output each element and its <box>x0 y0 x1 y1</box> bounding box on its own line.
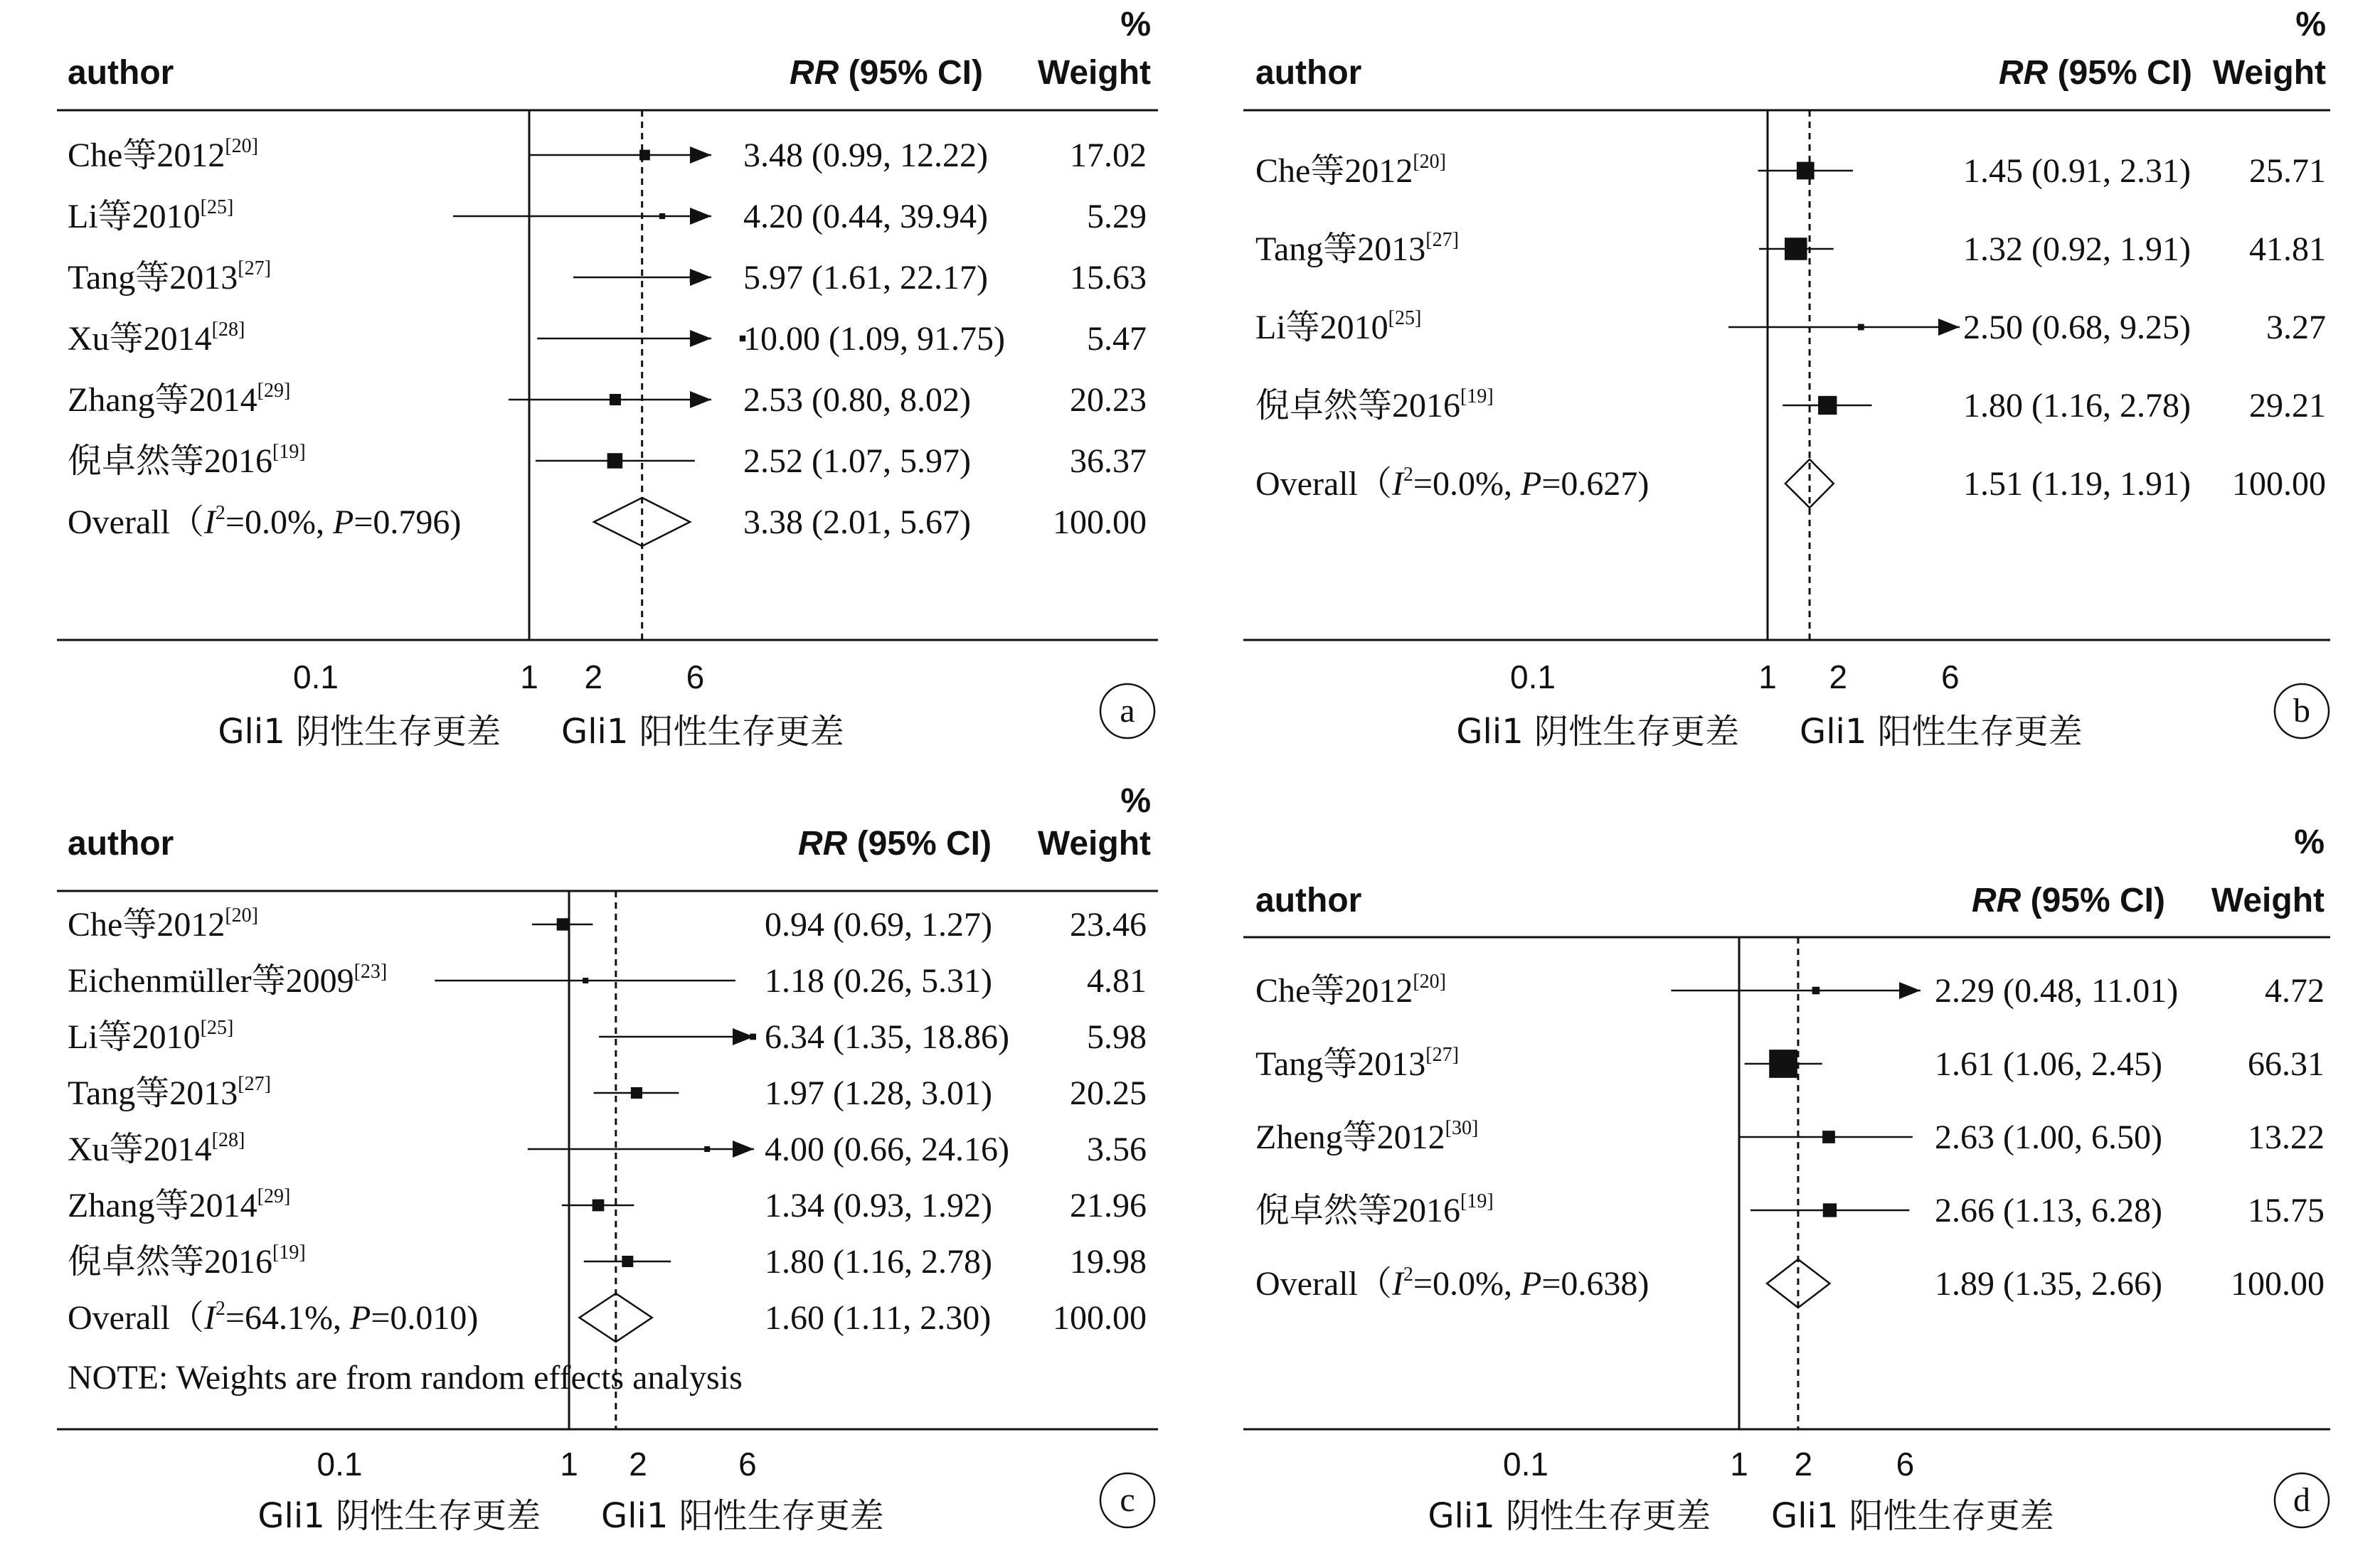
x-tick-label: 1 <box>520 658 538 695</box>
x-tick-label: 6 <box>1896 1446 1915 1483</box>
ci-value-text: 1.80 (1.16, 2.78) <box>765 1243 992 1281</box>
p-value: =0.638) <box>1541 1265 1649 1303</box>
study-label <box>68 1129 245 1168</box>
point-estimate-box <box>1812 987 1820 995</box>
rr-ci-header <box>798 825 992 863</box>
study-name: Tang等2013 <box>68 1074 238 1112</box>
point-estimate-box <box>610 394 621 405</box>
overall-weight-text: 100.00 <box>2232 465 2326 503</box>
study-reference: [25] <box>1388 307 1422 329</box>
overall-weight-text: 100.00 <box>1053 1299 1147 1337</box>
weight-value-text: 5.98 <box>1087 1018 1147 1056</box>
study-label <box>68 441 306 480</box>
study-reference: [23] <box>354 961 388 983</box>
ci-arrow-right <box>690 330 711 347</box>
forest-panel-b <box>1243 6 2330 752</box>
rr-italic: RR <box>789 54 839 92</box>
x-tick-label: 2 <box>1829 658 1848 695</box>
study-reference: [20] <box>225 904 258 927</box>
author-header: author <box>68 825 174 863</box>
point-estimate-box <box>750 1034 756 1040</box>
study-name: Xu等2014 <box>68 1131 212 1168</box>
rr-ci-header <box>1972 882 2165 919</box>
ci-value-text: 4.00 (0.66, 24.16) <box>765 1131 1009 1168</box>
x-tick-label: 0.1 <box>293 658 339 695</box>
weight-value-text: 29.21 <box>2249 387 2326 425</box>
study-label <box>1255 229 1459 268</box>
point-estimate-box <box>639 150 650 161</box>
study-name: 倪卓然等2016 <box>68 442 273 480</box>
study-label <box>68 1073 271 1112</box>
weight-percent-header: % <box>1120 782 1151 820</box>
study-label <box>68 135 258 174</box>
point-estimate-box <box>631 1087 642 1099</box>
overall-ci-text: 1.60 (1.11, 2.30) <box>765 1299 992 1337</box>
weight-value-text: 21.96 <box>1070 1187 1147 1224</box>
author-header: author <box>1255 54 1362 92</box>
weight-value-text: 13.22 <box>2248 1119 2325 1156</box>
ci-value-text: 4.20 (0.44, 39.94) <box>743 198 988 235</box>
study-label <box>68 961 387 1000</box>
i-squared-exponent: 2 <box>215 1298 225 1320</box>
ci-value-text: 0.94 (0.69, 1.27) <box>765 906 992 944</box>
point-estimate-box <box>1769 1050 1797 1078</box>
overall-prefix: Overall（ <box>68 1299 204 1337</box>
study-reference: [25] <box>200 196 234 218</box>
study-name: 倪卓然等2016 <box>68 1243 273 1281</box>
study-label <box>68 1242 306 1281</box>
i-squared-exponent: 2 <box>1403 1264 1413 1286</box>
ci-value-text: 2.50 (0.68, 9.25) <box>1963 309 2191 346</box>
study-name: Tang等2013 <box>1255 230 1426 268</box>
weights-note: NOTE: Weights are from random effects analysis <box>68 1359 743 1397</box>
direction-label-right: Gli1 阳性生存更差 <box>1771 1496 2054 1536</box>
study-name: Che等2012 <box>68 137 225 174</box>
point-estimate-box <box>659 213 665 219</box>
direction-label-left: Gli1 阴性生存更差 <box>218 712 501 752</box>
study-name: Che等2012 <box>1255 152 1413 190</box>
study-label <box>68 319 245 358</box>
overall-label <box>68 1298 478 1337</box>
study-name: Li等2010 <box>68 198 201 235</box>
overall-prefix: Overall（ <box>1255 465 1392 503</box>
study-label <box>1255 151 1446 190</box>
p-symbol: P <box>1520 465 1542 503</box>
overall-ci-text: 3.38 (2.01, 5.67) <box>743 503 971 541</box>
ci-value-text: 10.00 (1.09, 91.75) <box>743 320 1005 358</box>
study-name: 倪卓然等2016 <box>1255 1192 1461 1229</box>
study-label <box>68 904 258 944</box>
study-name: Li等2010 <box>68 1018 201 1056</box>
ci-value-text: 2.63 (1.00, 6.50) <box>1935 1119 2162 1156</box>
study-label <box>68 1017 233 1056</box>
direction-label-left: Gli1 阴性生存更差 <box>1456 712 1739 752</box>
study-name: Che等2012 <box>68 906 225 944</box>
study-label <box>68 257 271 297</box>
point-estimate-box <box>622 1256 633 1267</box>
point-estimate-box <box>1797 162 1815 180</box>
ci-label: (95% CI) <box>2048 54 2192 92</box>
overall-weight-text: 100.00 <box>2231 1265 2325 1303</box>
rr-italic: RR <box>797 825 848 863</box>
point-estimate-box <box>607 453 623 469</box>
study-name: Zheng等2012 <box>1255 1119 1445 1156</box>
rr-italic: RR <box>1971 882 2022 919</box>
study-reference: [29] <box>257 1185 291 1207</box>
point-estimate-box <box>1858 324 1864 331</box>
weight-value-text: 15.63 <box>1070 259 1147 297</box>
study-name: Che等2012 <box>1255 972 1413 1010</box>
direction-label-left: Gli1 阴性生存更差 <box>257 1496 541 1536</box>
x-tick-label: 1 <box>560 1446 578 1483</box>
study-label <box>68 1185 290 1224</box>
x-tick-label: 0.1 <box>1510 658 1556 695</box>
ci-value-text: 1.45 (0.91, 2.31) <box>1963 152 2191 190</box>
i-squared-value: =0.0%, <box>225 503 333 541</box>
study-name: Tang等2013 <box>1255 1045 1426 1083</box>
x-tick-label: 2 <box>584 658 603 695</box>
point-estimate-box <box>1822 1131 1835 1143</box>
point-estimate-box <box>1785 237 1807 260</box>
direction-label-right: Gli1 阳性生存更差 <box>561 712 844 752</box>
ci-value-text: 2.29 (0.48, 11.01) <box>1935 972 2179 1010</box>
ci-label: (95% CI) <box>847 825 992 863</box>
weight-header: Weight <box>1037 54 1151 92</box>
study-name: Zhang等2014 <box>68 1187 257 1224</box>
x-tick-label: 1 <box>1758 658 1777 695</box>
rr-ci-header <box>790 54 983 92</box>
panel-label: d <box>2293 1481 2310 1519</box>
study-reference: [20] <box>1413 971 1446 993</box>
weight-value-text: 41.81 <box>2249 230 2326 268</box>
ci-value-text: 1.61 (1.06, 2.45) <box>1935 1045 2162 1083</box>
x-tick-label: 1 <box>1730 1446 1748 1483</box>
study-reference: [28] <box>211 1129 245 1151</box>
study-label <box>1255 1044 1459 1083</box>
weight-value-text: 5.29 <box>1087 198 1147 235</box>
x-tick-label: 2 <box>629 1446 647 1483</box>
weight-value-text: 36.37 <box>1070 442 1147 480</box>
weight-value-text: 23.46 <box>1070 906 1147 944</box>
study-label <box>1255 1190 1494 1229</box>
weight-header: Weight <box>2212 54 2326 92</box>
study-reference: [20] <box>225 135 258 157</box>
study-reference: [19] <box>1460 385 1494 407</box>
overall-label <box>1255 1264 1649 1303</box>
study-reference: [27] <box>1425 1044 1459 1066</box>
i-squared-exponent: 2 <box>1403 464 1413 486</box>
p-value: =0.627) <box>1541 465 1649 503</box>
forest-panel-c <box>57 782 1158 1536</box>
ci-value-text: 5.97 (1.61, 22.17) <box>743 259 988 297</box>
overall-weight-text: 100.00 <box>1053 503 1147 541</box>
x-tick-label: 6 <box>686 658 705 695</box>
i-squared-symbol: I <box>203 1299 216 1337</box>
ci-value-text: 1.97 (1.28, 3.01) <box>765 1074 992 1112</box>
study-reference: [29] <box>257 380 291 402</box>
study-name: Xu等2014 <box>68 320 212 358</box>
x-tick-label: 0.1 <box>317 1446 363 1483</box>
weight-value-text: 66.31 <box>2248 1045 2325 1083</box>
weight-value-text: 5.47 <box>1087 320 1147 358</box>
study-reference: [27] <box>238 257 271 279</box>
study-name: Li等2010 <box>1255 309 1388 346</box>
p-value: =0.796) <box>354 503 462 541</box>
x-tick-label: 2 <box>1794 1446 1813 1483</box>
point-estimate-box <box>704 1146 710 1152</box>
study-reference: [20] <box>1413 151 1446 173</box>
weight-value-text: 4.81 <box>1087 962 1147 1000</box>
panel-label: a <box>1120 692 1135 730</box>
weight-value-text: 15.75 <box>2248 1192 2325 1229</box>
point-estimate-box <box>557 918 569 930</box>
weight-header: Weight <box>1037 825 1151 863</box>
study-name: Zhang等2014 <box>68 381 257 419</box>
i-squared-symbol: I <box>203 503 216 541</box>
p-value: =0.010) <box>371 1299 479 1337</box>
ci-value-text: 2.53 (0.80, 8.02) <box>743 381 971 419</box>
ci-label: (95% CI) <box>839 54 983 92</box>
weight-value-text: 19.98 <box>1070 1243 1147 1281</box>
x-tick-label: 6 <box>1940 658 1960 695</box>
i-squared-value: =64.1%, <box>225 1299 350 1337</box>
study-label <box>1255 385 1494 425</box>
overall-label <box>68 502 461 541</box>
study-label <box>1255 307 1421 346</box>
study-label <box>1255 1117 1478 1156</box>
ci-value-text: 2.52 (1.07, 5.97) <box>743 442 971 480</box>
study-reference: [19] <box>1460 1190 1494 1212</box>
overall-prefix: Overall（ <box>68 503 204 541</box>
weight-value-text: 3.27 <box>2266 309 2326 346</box>
ci-value-text: 1.80 (1.16, 2.78) <box>1963 387 2191 425</box>
overall-prefix: Overall（ <box>1255 1265 1392 1303</box>
study-reference: [30] <box>1445 1117 1479 1139</box>
ci-arrow-right <box>1938 319 1960 336</box>
ci-value-text: 2.66 (1.13, 6.28) <box>1935 1192 2162 1229</box>
i-squared-value: =0.0%, <box>1413 465 1521 503</box>
p-symbol: P <box>332 503 354 541</box>
weight-percent-header: % <box>1120 6 1151 43</box>
study-reference: [27] <box>1425 229 1459 251</box>
overall-label <box>1255 464 1649 503</box>
weight-percent-header: % <box>2295 6 2326 43</box>
i-squared-exponent: 2 <box>215 502 225 524</box>
weight-value-text: 20.23 <box>1070 381 1147 419</box>
study-name: Tang等2013 <box>68 259 238 297</box>
ci-label: (95% CI) <box>2021 882 2165 919</box>
point-estimate-box <box>1818 396 1837 415</box>
i-squared-value: =0.0%, <box>1413 1265 1521 1303</box>
ci-arrow-right <box>690 208 711 225</box>
x-tick-label: 0.1 <box>1503 1446 1548 1483</box>
direction-label-right: Gli1 阳性生存更差 <box>601 1496 884 1536</box>
overall-ci-text: 1.89 (1.35, 2.66) <box>1935 1265 2162 1303</box>
ci-arrow-right <box>733 1141 754 1158</box>
point-estimate-box <box>583 978 588 983</box>
weight-percent-header: % <box>2294 823 2325 861</box>
direction-label-left: Gli1 阴性生存更差 <box>1428 1496 1711 1536</box>
rr-italic: RR <box>1998 54 2049 92</box>
weight-value-text: 25.71 <box>2249 152 2326 190</box>
author-header: author <box>68 54 174 92</box>
forest-panel-d <box>1243 823 2330 1536</box>
weight-value-text: 4.72 <box>2265 972 2325 1010</box>
study-label <box>68 196 233 235</box>
author-header: author <box>1255 882 1362 919</box>
ci-value-text: 1.18 (0.26, 5.31) <box>765 962 992 1000</box>
p-symbol: P <box>1520 1265 1542 1303</box>
study-name: 倪卓然等2016 <box>1255 387 1461 425</box>
study-reference: [25] <box>200 1017 234 1039</box>
weight-value-text: 17.02 <box>1070 137 1147 174</box>
study-name: Eichenmüller等2009 <box>68 962 354 1000</box>
weight-header: Weight <box>2211 882 2325 919</box>
ci-value-text: 6.34 (1.35, 18.86) <box>765 1018 1009 1056</box>
weight-value-text: 20.25 <box>1070 1074 1147 1112</box>
point-estimate-box <box>690 272 700 282</box>
ci-arrow-right <box>690 391 711 408</box>
ci-value-text: 1.34 (0.93, 1.92) <box>765 1187 992 1224</box>
forest-panel-a <box>57 6 1158 752</box>
ci-value-text: 1.32 (0.92, 1.91) <box>1963 230 2191 268</box>
ci-arrow-right <box>1899 982 1921 999</box>
study-label <box>68 380 290 419</box>
study-reference: [27] <box>238 1073 271 1095</box>
x-tick-label: 6 <box>738 1446 757 1483</box>
direction-label-right: Gli1 阳性生存更差 <box>1800 712 2083 752</box>
ci-value-text: 3.48 (0.99, 12.22) <box>743 137 988 174</box>
study-reference: [19] <box>272 1242 306 1264</box>
i-squared-symbol: I <box>1391 1265 1403 1303</box>
point-estimate-box <box>593 1200 605 1212</box>
study-reference: [19] <box>272 441 306 463</box>
panel-label: c <box>1120 1481 1135 1519</box>
ci-arrow-right <box>690 146 711 164</box>
p-symbol: P <box>349 1299 371 1337</box>
point-estimate-box <box>1823 1203 1837 1217</box>
study-reference: [28] <box>211 319 245 341</box>
overall-ci-text: 1.51 (1.19, 1.91) <box>1963 465 2191 503</box>
i-squared-symbol: I <box>1391 465 1403 503</box>
study-label <box>1255 971 1446 1010</box>
panel-label: b <box>2293 692 2310 730</box>
weight-value-text: 3.56 <box>1087 1131 1147 1168</box>
rr-ci-header <box>1999 54 2192 92</box>
